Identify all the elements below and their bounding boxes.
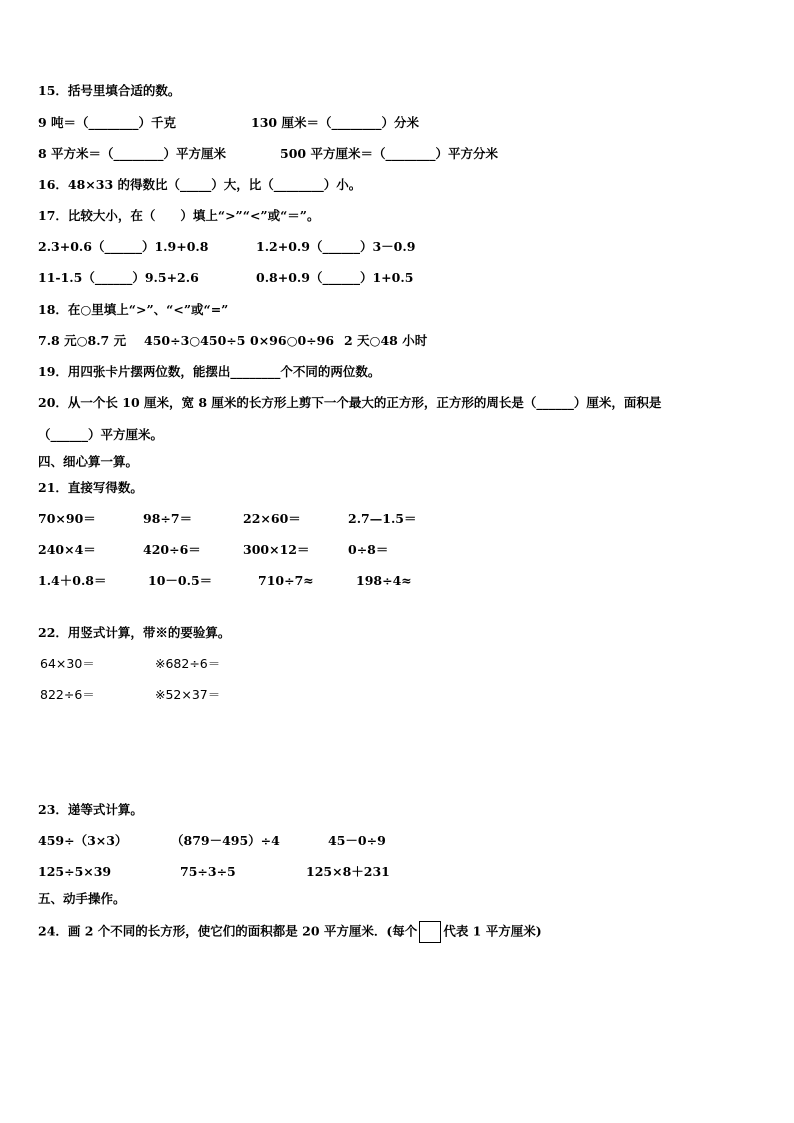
- q17-item: 2.3+0.6（______）1.9+0.8: [38, 239, 209, 254]
- q17-item: 11-1.5（______）9.5+2.6: [38, 270, 199, 285]
- q15-item: 9 吨＝（________）千克: [38, 115, 177, 130]
- q21-item: 70×90＝: [38, 511, 96, 526]
- q15-stem: 15．括号里填合适的数。: [38, 83, 181, 98]
- unit-square-icon: [419, 921, 441, 943]
- q24-stem-after: 代表 1 平方厘米): [443, 923, 542, 939]
- q20-stem-line2: （______）平方厘米。: [38, 427, 164, 442]
- q21-item: 300×12＝: [243, 542, 310, 557]
- q17-stem: 17．比较大小，在（ ）填上“>”“<”或“＝”。: [38, 208, 320, 223]
- q21-item: 710÷7≈: [258, 573, 314, 588]
- q21-stem: 21．直接写得数。: [38, 480, 143, 495]
- q22-item: 64×30＝: [40, 656, 95, 671]
- q24-stem: [38, 921, 542, 943]
- q15-item: 500 平方厘米＝（________）平方分米: [280, 146, 498, 161]
- q23-item: 125÷5×39: [38, 864, 112, 879]
- q20-stem-line1: 20．从一个长 10 厘米，宽 8 厘米的长方形上剪下一个最大的正方形，正方形的周长是（______）厘米，面积是: [38, 395, 662, 410]
- q22-item: ※52×37＝: [155, 687, 221, 702]
- q15-item: 8 平方米＝（________）平方厘米: [38, 146, 227, 161]
- q21-item: 0÷8＝: [348, 542, 389, 557]
- q23-item: 459÷（3×3）: [38, 833, 128, 848]
- q17-item: 1.2+0.9（______）3－0.9: [256, 239, 416, 254]
- q21-item: 10－0.5＝: [148, 573, 213, 588]
- q22-item: 822÷6＝: [40, 687, 95, 702]
- q21-item: 198÷4≈: [356, 573, 412, 588]
- q21-item: 420÷6＝: [143, 542, 201, 557]
- q23-stem: 23．递等式计算。: [38, 802, 143, 817]
- q24-stem-before: 24．画 2 个不同的长方形，使它们的面积都是 20 平方厘米．(每个: [38, 923, 418, 939]
- q21-item: 98÷7＝: [143, 511, 193, 526]
- section-heading: 五、动手操作。: [38, 891, 126, 906]
- q23-item: （879－495）÷4: [171, 833, 280, 848]
- q22-stem: 22．用竖式计算，带※的要验算。: [38, 625, 231, 640]
- q21-item: 240×4＝: [38, 542, 96, 557]
- q19-stem: 19．用四张卡片摆两位数，能摆出________个不同的两位数。: [38, 364, 381, 379]
- q23-item: 125×8＋231: [306, 864, 390, 879]
- section-heading: 四、细心算一算。: [38, 454, 139, 469]
- q18-item: 2 天○48 小时: [344, 333, 428, 348]
- q18-item: 450÷3○450÷5: [144, 333, 246, 348]
- q17-item: 0.8+0.9（______）1+0.5: [256, 270, 414, 285]
- q22-item: ※682÷6＝: [155, 656, 221, 671]
- q18-item: 0×96○0÷96: [250, 333, 335, 348]
- q15-item: 130 厘米＝（________）分米: [251, 115, 419, 130]
- q23-item: 75÷3÷5: [180, 864, 236, 879]
- q18-stem: 18．在○里填上“>”、“<”或“=”: [38, 302, 229, 317]
- q21-item: 2.7—1.5＝: [348, 511, 417, 526]
- q18-item: 7.8 元○8.7 元: [38, 333, 127, 348]
- q16-stem: 16．48×33 的得数比（_____）大，比（________）小。: [38, 177, 362, 192]
- q21-item: 1.4＋0.8＝: [38, 573, 107, 588]
- q23-item: 45－0÷9: [328, 833, 386, 848]
- q21-item: 22×60＝: [243, 511, 301, 526]
